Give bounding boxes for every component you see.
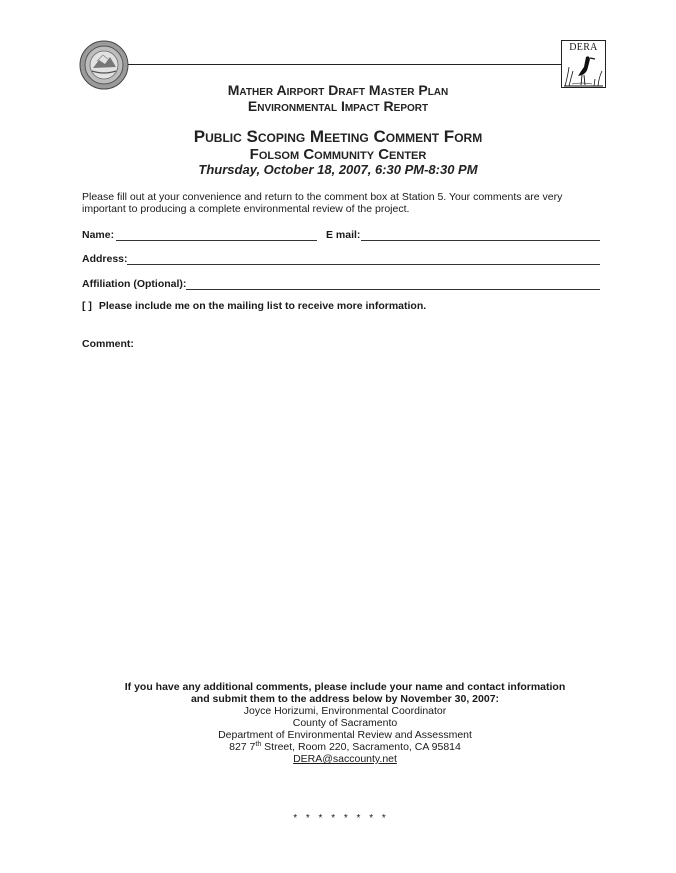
end-marker: * * * * * * * *	[293, 813, 389, 824]
mailing-list-checkbox[interactable]: [ ]	[82, 300, 92, 312]
footer-instruction-2: and submit them to the address below by November 30, 2007:	[190, 693, 500, 705]
footer-instruction-1: If you have any additional comments, please include your name and contact information	[124, 681, 566, 693]
email-field[interactable]	[361, 240, 600, 241]
venue-title: Folsom Community Center	[249, 146, 427, 163]
name-label: Name:	[82, 229, 115, 241]
meeting-datetime: Thursday, October 18, 2007, 6:30 PM-8:30 PM	[198, 162, 478, 177]
affiliation-label: Affiliation (Optional):	[82, 278, 187, 290]
mailing-list-option	[82, 300, 426, 312]
dera-logo	[561, 40, 606, 88]
header-rule	[128, 64, 562, 65]
contact-email-link[interactable]: DERA@saccounty.net	[293, 753, 397, 765]
contact-county: County of Sacramento	[292, 717, 398, 729]
name-field[interactable]	[116, 240, 317, 241]
address-superscript: th	[255, 741, 262, 748]
dera-logo-text: DERA	[569, 42, 598, 53]
intro-text: Please fill out at your convenience and return to the comment box at Station 5. Your comments are very important to producing a complete environmental review of the project.	[82, 191, 563, 215]
address-number: 827 7	[229, 741, 256, 753]
contact-email-row	[0, 753, 676, 766]
address-field[interactable]	[127, 264, 600, 265]
address-label: Address:	[82, 253, 128, 265]
contact-name: Joyce Horizumi, Environmental Coordinator	[243, 705, 447, 717]
report-title: Environmental Impact Report	[247, 98, 429, 114]
comment-label: Comment:	[82, 338, 134, 350]
plan-title: Mather Airport Draft Master Plan	[227, 82, 449, 98]
form-title: Public Scoping Meeting Comment Form	[193, 127, 483, 146]
address-street: Street, Room 220, Sacramento, CA 95814	[261, 741, 461, 753]
affiliation-field[interactable]	[186, 289, 600, 290]
contact-address	[0, 741, 676, 754]
mailing-list-label: Please include me on the mailing list to receive more information.	[98, 300, 427, 312]
email-label: E mail:	[326, 229, 361, 241]
contact-department: Department of Environmental Review and Assessment	[218, 729, 472, 741]
